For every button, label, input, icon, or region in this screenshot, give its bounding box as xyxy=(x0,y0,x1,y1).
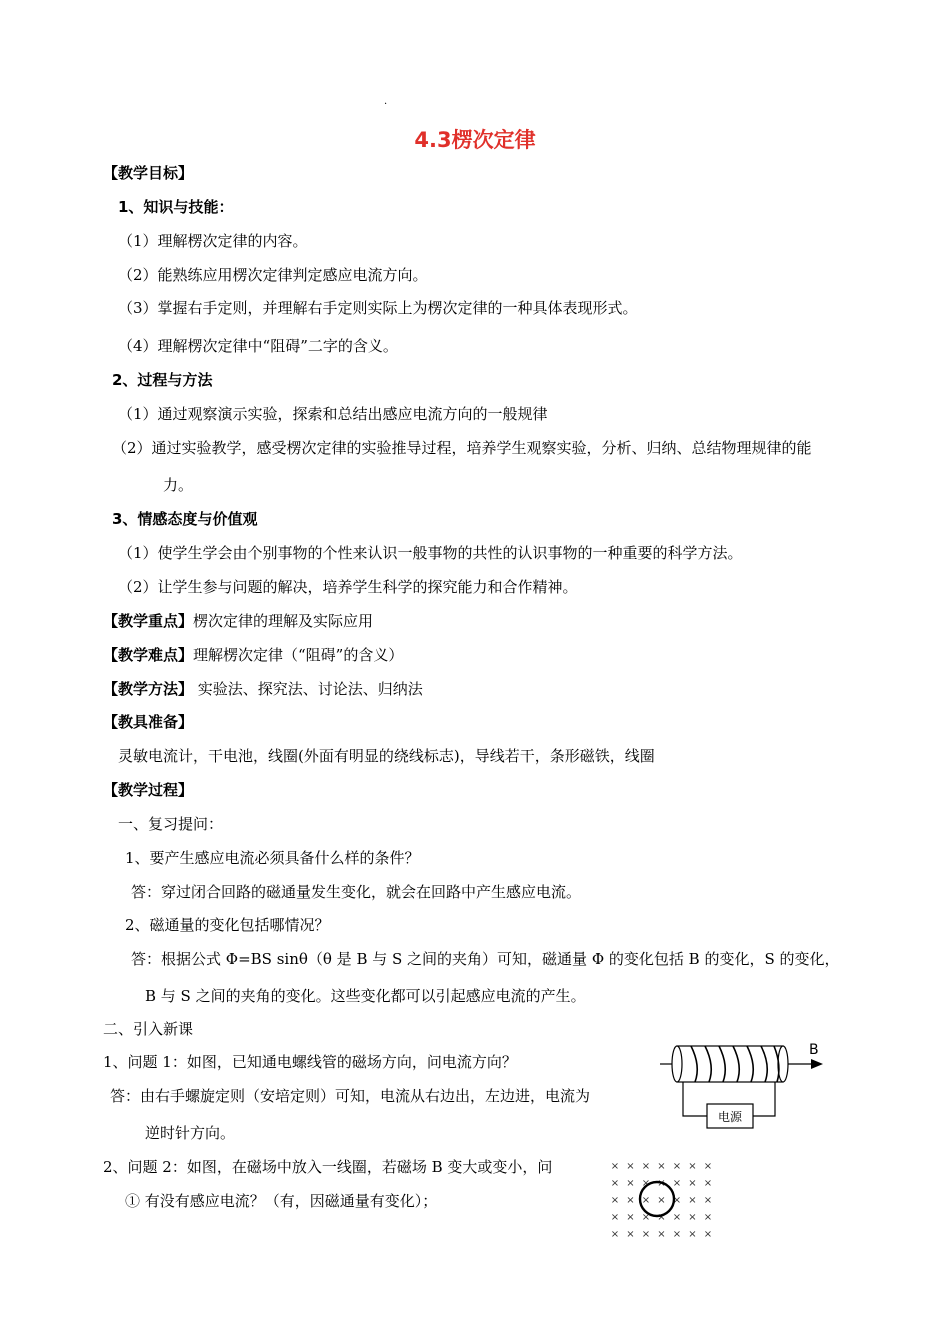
field-cross-icon: × xyxy=(703,1212,713,1223)
section1-item-2: （2）能熟练应用楞次定律判定感应电流方向。 xyxy=(118,266,428,284)
field-cross-icon: × xyxy=(703,1161,713,1172)
field-cross-icon: × xyxy=(641,1195,651,1206)
field-cross-icon: × xyxy=(641,1212,651,1223)
solenoid-figure xyxy=(655,1036,830,1136)
section1-heading: 1、知识与技能： xyxy=(118,198,234,216)
key-point-text: 楞次定律的理解及实际应用 xyxy=(193,612,374,630)
field-cross-icon: × xyxy=(641,1229,651,1240)
solenoid-coil xyxy=(672,1046,788,1082)
review-question-1: 1、要产生感应电流必须具备什么样的条件？ xyxy=(125,849,420,867)
field-cross-icon: × xyxy=(657,1212,666,1223)
field-cross-icon: × xyxy=(610,1195,620,1206)
section1-item-3: （3）掌握右手定则，并理解右手定则实际上为楞次定律的一种具体表现形式。 xyxy=(118,299,638,317)
method-label: 【教学方法】 xyxy=(103,680,194,698)
review-heading: 一、复习提问： xyxy=(118,815,224,833)
problem-2-question: 2、问题 2：如图，在磁场中放入一线圈，若磁场 B 变大或变小，问 xyxy=(103,1158,553,1176)
field-cross-icon: × xyxy=(657,1178,666,1189)
section2-item-1: （1）通过观察演示实验，探索和总结出感应电流方向的一般规律 xyxy=(118,405,548,423)
difficulty-label: 【教学难点】 xyxy=(103,646,194,664)
field-cross-icon: × xyxy=(641,1178,651,1189)
section1-item-1: （1）理解楞次定律的内容。 xyxy=(118,232,308,250)
field-cross-icon: × xyxy=(626,1195,635,1206)
page-title: 4.3楞次定律 xyxy=(414,128,536,152)
field-cross-icon: × xyxy=(703,1178,713,1189)
problem-2-subquestion-1: ① 有没有感应电流？（有，因磁通量有变化）； xyxy=(125,1192,438,1210)
power-source-label: 电源 xyxy=(717,1110,743,1124)
magnetic-field-figure xyxy=(605,1155,717,1247)
difficulty-line xyxy=(103,645,403,665)
review-question-2: 2、磁通量的变化包括哪情况？ xyxy=(125,916,330,934)
field-cross-icon: × xyxy=(610,1229,620,1240)
field-cross-icon: × xyxy=(688,1195,697,1206)
section3-item-1: （1）使学生学会由个别事物的个性来认识一般事物的共性的认识事物的一种重要的科学方法。 xyxy=(118,544,743,562)
key-point-label: 【教学重点】 xyxy=(103,612,194,630)
field-cross-icon: × xyxy=(672,1229,682,1240)
field-cross-icon: × xyxy=(657,1161,666,1172)
review-answer-2-line2: B 与 S 之间的夹角的变化。这些变化都可以引起感应电流的产生。 xyxy=(145,987,586,1005)
field-cross-icon: × xyxy=(626,1229,635,1240)
section2-heading: 2、过程与方法 xyxy=(112,371,213,389)
field-arrow-icon xyxy=(811,1059,823,1069)
field-cross-icon: × xyxy=(657,1229,666,1240)
section1-item-4: （4）理解楞次定律中“阻碍”二字的含义。 xyxy=(118,337,398,355)
section2-item-2-cont: 力。 xyxy=(163,476,194,494)
method-line xyxy=(103,679,423,699)
problem-1-answer-line1: 答：由右手螺旋定则（安培定则）可知，电流从右边出，左边进，电流为 xyxy=(110,1087,591,1105)
field-cross-icon: × xyxy=(626,1161,635,1172)
field-cross-icon: × xyxy=(688,1161,697,1172)
field-cross-icon: × xyxy=(703,1229,713,1240)
difficulty-text: 理解楞次定律（“阻碍”的含义） xyxy=(193,646,404,664)
field-cross-icon: × xyxy=(641,1161,651,1172)
section2-item-2: （2）通过实验教学，感受楞次定律的实验推导过程，培养学生观察实验，分析、归纳、总结物理规律的能 xyxy=(112,439,812,457)
equipment-heading: 【教具准备】 xyxy=(103,713,194,731)
review-answer-2-line1: 答：根据公式 Φ=BS sinθ（θ 是 B 与 S 之间的夹角）可知，磁通量 Φ 的变化包括 B 的变化，S 的变化， xyxy=(131,950,840,968)
field-cross-icon: × xyxy=(672,1178,682,1189)
field-cross-icon: × xyxy=(610,1161,620,1172)
field-cross-icon: × xyxy=(688,1229,697,1240)
objectives-heading: 【教学目标】 xyxy=(103,164,194,182)
problem-1-question: 1、问题 1：如图，已知通电螺线管的磁场方向，问电流方向？ xyxy=(103,1053,517,1071)
field-cross-icon: × xyxy=(610,1178,620,1189)
stray-dot: . xyxy=(384,96,388,107)
equipment-text: 灵敏电流计，干电池，线圈(外面有明显的绕线标志)，导线若干，条形磁铁，线圈 xyxy=(118,747,655,765)
method-text: 实验法、探究法、讨论法、归纳法 xyxy=(193,680,423,698)
field-label-b: B xyxy=(809,1042,819,1058)
field-cross-icon: × xyxy=(610,1212,620,1223)
field-cross-icon: × xyxy=(657,1195,666,1206)
section3-heading: 3、情感态度与价值观 xyxy=(112,510,258,528)
key-point-line xyxy=(103,611,373,631)
field-cross-icon: × xyxy=(672,1212,682,1223)
review-answer-1: 答：穿过闭合回路的磁通量发生变化，就会在回路中产生感应电流。 xyxy=(131,883,582,901)
field-cross-icon: × xyxy=(626,1212,635,1223)
field-cross-icon: × xyxy=(626,1178,635,1189)
new-lesson-heading: 二、引入新课 xyxy=(103,1020,194,1038)
field-cross-icon: × xyxy=(688,1212,697,1223)
field-cross-icon: × xyxy=(703,1195,713,1206)
field-cross-icon: × xyxy=(688,1178,697,1189)
field-cross-icon: × xyxy=(672,1161,682,1172)
problem-1-answer-line2: 逆时针方向。 xyxy=(145,1124,236,1142)
field-cross-icon: × xyxy=(672,1195,682,1206)
section3-item-2: （2）让学生参与问题的解决，培养学生科学的探究能力和合作精神。 xyxy=(118,578,578,596)
process-heading: 【教学过程】 xyxy=(103,781,194,799)
